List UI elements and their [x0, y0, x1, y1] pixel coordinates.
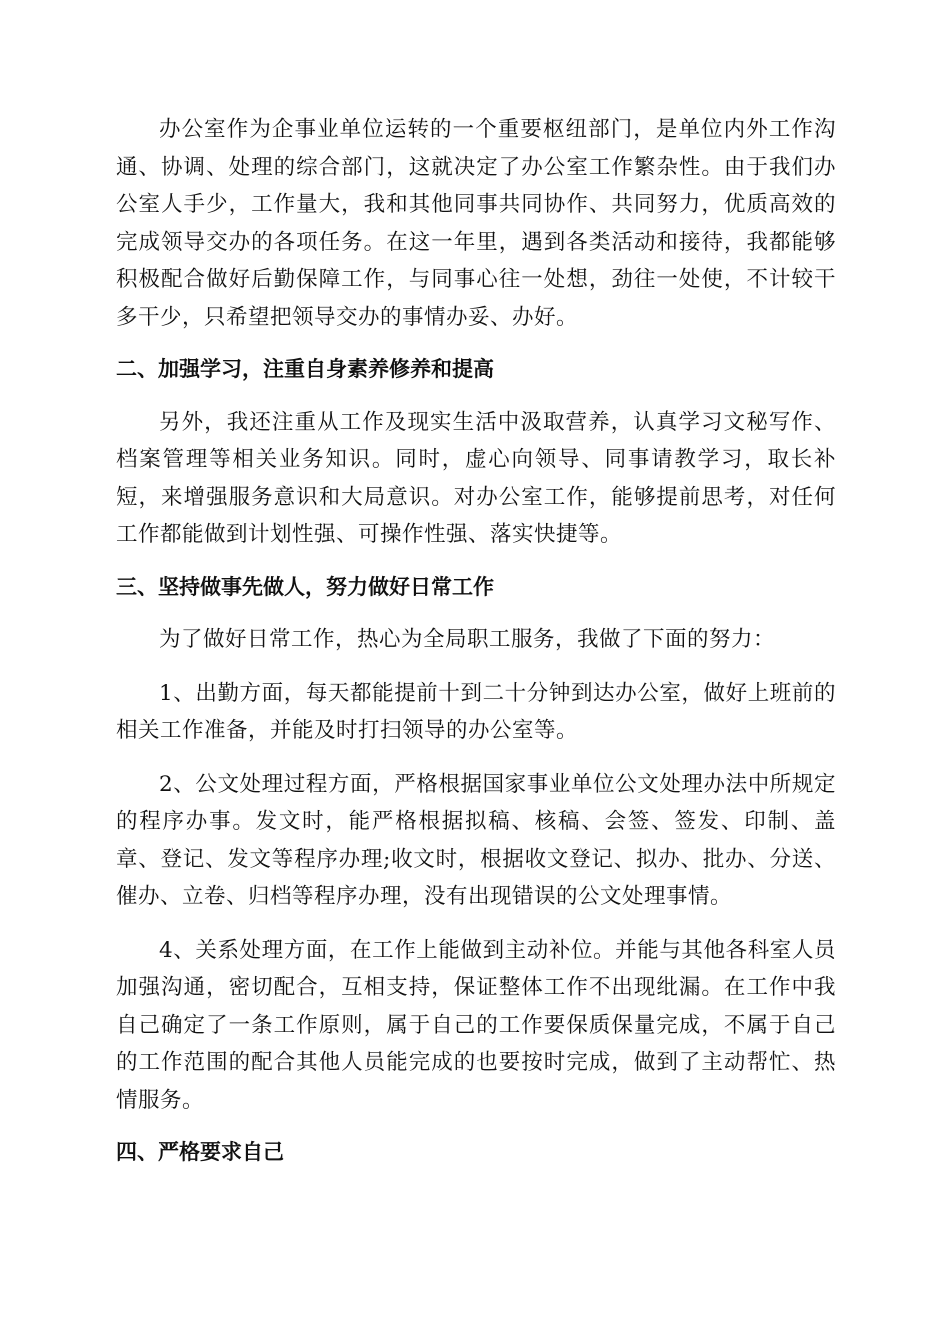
- paragraph-office-role: 办公室作为企事业单位运转的一个重要枢纽部门，是单位内外工作沟通、协调、处理的综合部门，这就决定了办公室工作繁杂性。由于我们办公室人手少，工作量大，我和其他同事共同协作、共同努力，优质高效的完成领导交办的各项任务。在这一年里，遇到各类活动和接待，我都能够积极配合做好后勤保障工作，与同事心往一处想，劲往一处使，不计较干多干少，只希望把领导交办的事情办妥、办好。: [116, 117, 836, 330]
- heading-section-4: 四、严格要求自己: [116, 1140, 284, 1164]
- heading-section-2: 二、加强学习，注重自身素养修养和提高: [116, 357, 494, 381]
- paragraph-attendance: 1、出勤方面，每天都能提前十到二十分钟到达办公室，做好上班前的相关工作准备，并能及时打扫领导的办公室等。: [116, 680, 836, 743]
- paragraph-daily-work-intro: 为了做好日常工作，热心为全局职工服务，我做了下面的努力：: [159, 627, 776, 652]
- paragraph-document-handling: 2、公文处理过程方面，严格根据国家事业单位公文处理办法中所规定的程序办事。发文时，能严格根据拟稿、核稿、会签、签发、印制、盖章、登记、发文等程序办理;收文时，根据收文登记、拟办、批办、分送、催办、立卷、归档等程序办理，没有出现错误的公文处理事情。: [116, 771, 836, 909]
- paragraph-relationships: 4、关系处理方面，在工作上能做到主动补位。并能与其他各科室人员加强沟通，密切配合，互相支持，保证整体工作不出现纰漏。在工作中我自己确定了一条工作原则，属于自己的工作要保质保量完成，不属于自己的工作范围的配合其他人员能完成的也要按时完成，做到了主动帮忙、热情服务。: [116, 937, 836, 1113]
- document-page: [116, 111, 836, 1172]
- paragraph-study: 另外，我还注重从工作及现实生活中汲取营养，认真学习文秘写作、档案管理等相关业务知识。同时，虚心向领导、同事请教学习，取长补短，来增强服务意识和大局意识。对办公室工作，能够提前思考，对任何工作都能做到计划性强、可操作性强、落实快捷等。: [116, 409, 836, 547]
- heading-section-3: 三、坚持做事先做人，努力做好日常工作: [116, 574, 494, 599]
